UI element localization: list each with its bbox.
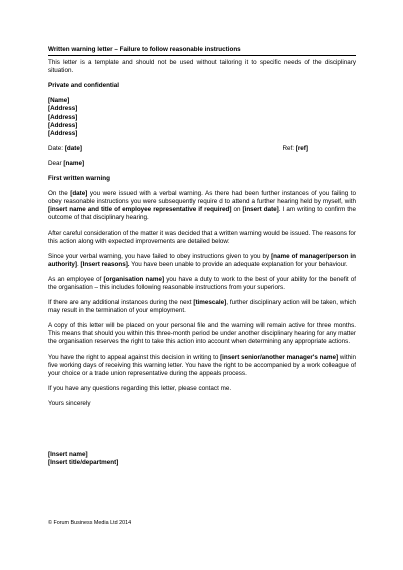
paragraph-decision: After careful consideration of the matter it was decided that a written warning would be issued. The reasons for this action along with expected improvements are detailed below: <box>48 229 356 245</box>
paragraph-questions: If you have any questions regarding this letter, please contact me. <box>48 384 232 392</box>
ref-placeholder: [ref] <box>295 144 308 152</box>
signature-name: [Insert name] <box>48 451 88 458</box>
date-ref-row <box>48 145 356 153</box>
salutation: Dear [name] <box>48 159 85 167</box>
letter-title: Written warning letter – Failure to follow reasonable instructions <box>48 46 356 56</box>
paragraph-verbal-warning: On the [date] you were issued with a verbal warning. As there had been further instances of you failing to obey reasonable instructions you were subsequently require d to attend a further hearing held by myself, with [insert name and title of employee representative if required] on [insert date]. I am writing to confirm the outcome of that disciplinary hearing. <box>48 190 356 222</box>
template-note: This letter is a template and should not be used without tailoring it to specific needs of the disciplinary situation. <box>48 59 356 75</box>
address-line: [Address] <box>48 129 78 137</box>
recipient-address <box>48 97 356 137</box>
address-line: [Address] <box>48 113 78 121</box>
date-line: Date: [date] <box>48 144 82 152</box>
letter-body <box>48 46 356 467</box>
date-placeholder: [date] <box>64 144 82 152</box>
ref-line: Ref: [ref] <box>282 144 308 152</box>
name-placeholder: [name] <box>63 159 85 167</box>
paragraph-file-copy: A copy of this letter will be placed on your personal file and the warning will remain active for three months. This means that should you within this three-month period be under another disciplinary hearing for any matter the organisation reserves the right to take this action into account when determining any appropriate actions. <box>48 322 356 346</box>
signature-space <box>48 415 356 451</box>
section-heading: First written warning <box>48 175 110 183</box>
address-line: [Address] <box>48 121 78 129</box>
closing: Yours sincerely <box>48 399 91 407</box>
signature-title: [Insert title/department] <box>48 459 119 467</box>
confidential-label: Private and confidential <box>48 82 120 90</box>
paragraph-further-action: If there are any additional instances during the next [timescale], further disciplinary action will be taken, which may result in the termination of your employment. <box>48 299 356 315</box>
copyright-footer: © Forum Business Media Ltd 2014 <box>48 520 132 526</box>
paragraph-duty: As an employee of [organisation name] you have a duty to work to the best of your ability for the benefit of the organisation – this includes following reasonable instructions from your superiors. <box>48 275 357 291</box>
paragraph-reasons: Since your verbal warning, you have failed to obey instructions given to you by [name of manager/person in authority]. [Insert reasons]. You have been unable to provide an adequate explanation for your behaviour. <box>48 252 357 268</box>
address-line: [Address] <box>48 105 78 113</box>
paragraph-appeal: You have the right to appeal against this decision in writing to [insert senior/another manager's name] within five working days of receiving this warning letter. You have the right to be accompanied by a work colleague of your choice or a trade union representative during the appeals process. <box>48 353 356 377</box>
address-line: [Name] <box>48 97 70 105</box>
